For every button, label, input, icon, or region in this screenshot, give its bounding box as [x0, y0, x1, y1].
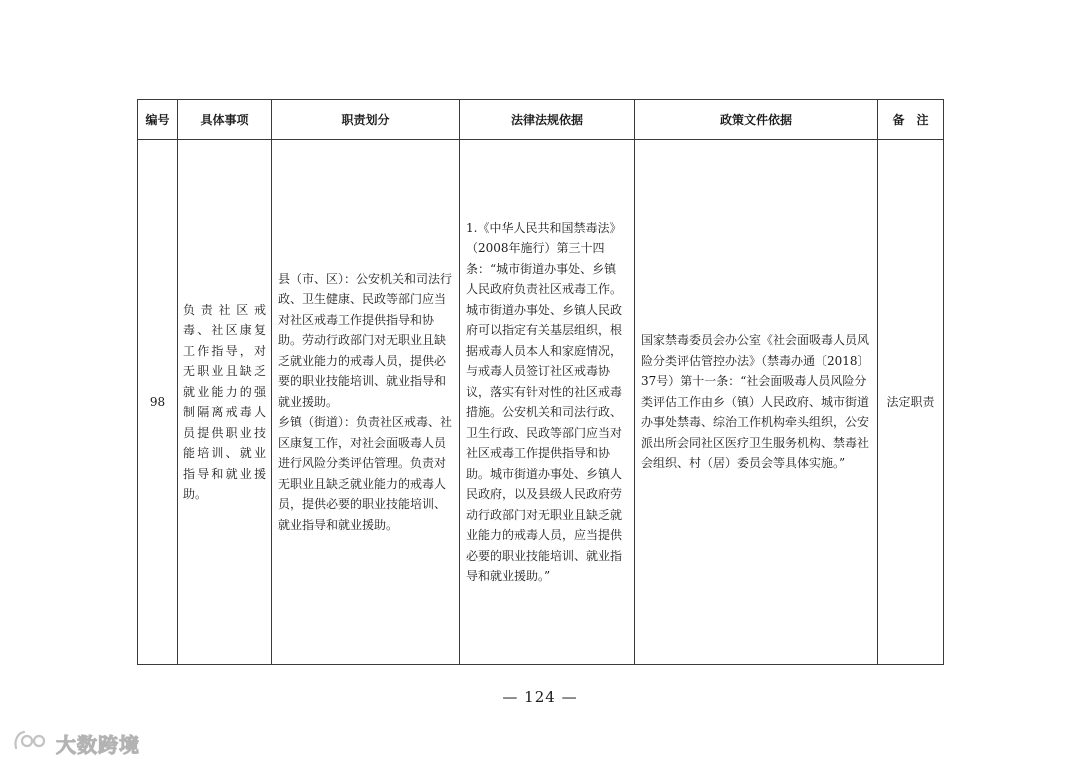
row-item-text: 负责社区戒毒、社区康复工作指导，对无职业且缺乏就业能力的强制隔离戒毒人员提供职业技能培训、就业指导和就业援助。	[183, 302, 266, 501]
header-number: 编号	[138, 100, 178, 140]
cell-duties	[272, 140, 460, 665]
cell-policy-basis	[635, 140, 878, 665]
header-note: 备 注	[878, 100, 944, 140]
cell-number	[138, 140, 178, 665]
cell-legal-basis	[460, 140, 635, 665]
header-legal-basis: 法律法规依据	[460, 100, 635, 140]
brand-logo-icon	[12, 728, 50, 758]
table-row	[138, 140, 944, 665]
watermark-text: 大数跨境	[56, 732, 140, 757]
row-number: 98	[149, 394, 166, 409]
table-header-row	[138, 100, 944, 140]
header-duties: 职责划分	[272, 100, 460, 140]
cell-note	[878, 140, 944, 665]
row-duties-county: 县（市、区）：公安机关和司法行政、卫生健康、民政等部门应当对社区戒毒工作提供指导和协助。劳动行政部门对无职业且缺乏就业能力的戒毒人员，提供必要的职业技能培训、就业指导和就业援助。	[278, 271, 453, 409]
row-note-text: 法定职责	[886, 394, 935, 409]
cell-item	[178, 140, 272, 665]
page-number: — 124 —	[502, 688, 578, 706]
watermark	[12, 727, 140, 759]
header-policy-basis: 政策文件依据	[635, 100, 878, 140]
row-policy-basis-text: 国家禁毒委员会办公室《社会面吸毒人员风险分类评估管控办法》（禁毒办通〔2018〕37号）第十一条：“社会面吸毒人员风险分类评估工作由乡（镇）人民政府、城市街道办事处禁毒、综治工作机构牵头组织，公安派出所会同社区医疗卫生服务机构、禁毒社会组织、村（居）委员会等具体实施。”	[641, 333, 870, 471]
header-item: 具体事项	[178, 100, 272, 140]
row-legal-basis-text: 1.《中华人民共和国禁毒法》（2008年施行）第三十四条：“城市街道办事处、乡镇人民政府负责社区戒毒工作。城市街道办事处、乡镇人民政府可以指定有关基层组织，根据戒毒人员本人和家庭情况，与戒毒人员签订社区戒毒协议，落实有针对性的社区戒毒措施。公安机关和司法行政、卫生行政、民政等部门应当对社区戒毒工作提供指导和协助。城市街道办事处、乡镇人民政府，以及县级人民政府劳动行政部门对无职业且缺乏就业能力的戒毒人员，应当提供必要的职业技能培训、就业指导和就业援助。”	[466, 220, 623, 583]
row-duties-township: 乡镇（街道）：负责社区戒毒、社区康复工作，对社会面吸毒人员进行风险分类评估管理。负责对无职业且缺乏就业能力的戒毒人员，提供必要的职业技能培训、就业指导和就业援助。	[278, 415, 453, 532]
responsibility-table	[137, 99, 944, 665]
